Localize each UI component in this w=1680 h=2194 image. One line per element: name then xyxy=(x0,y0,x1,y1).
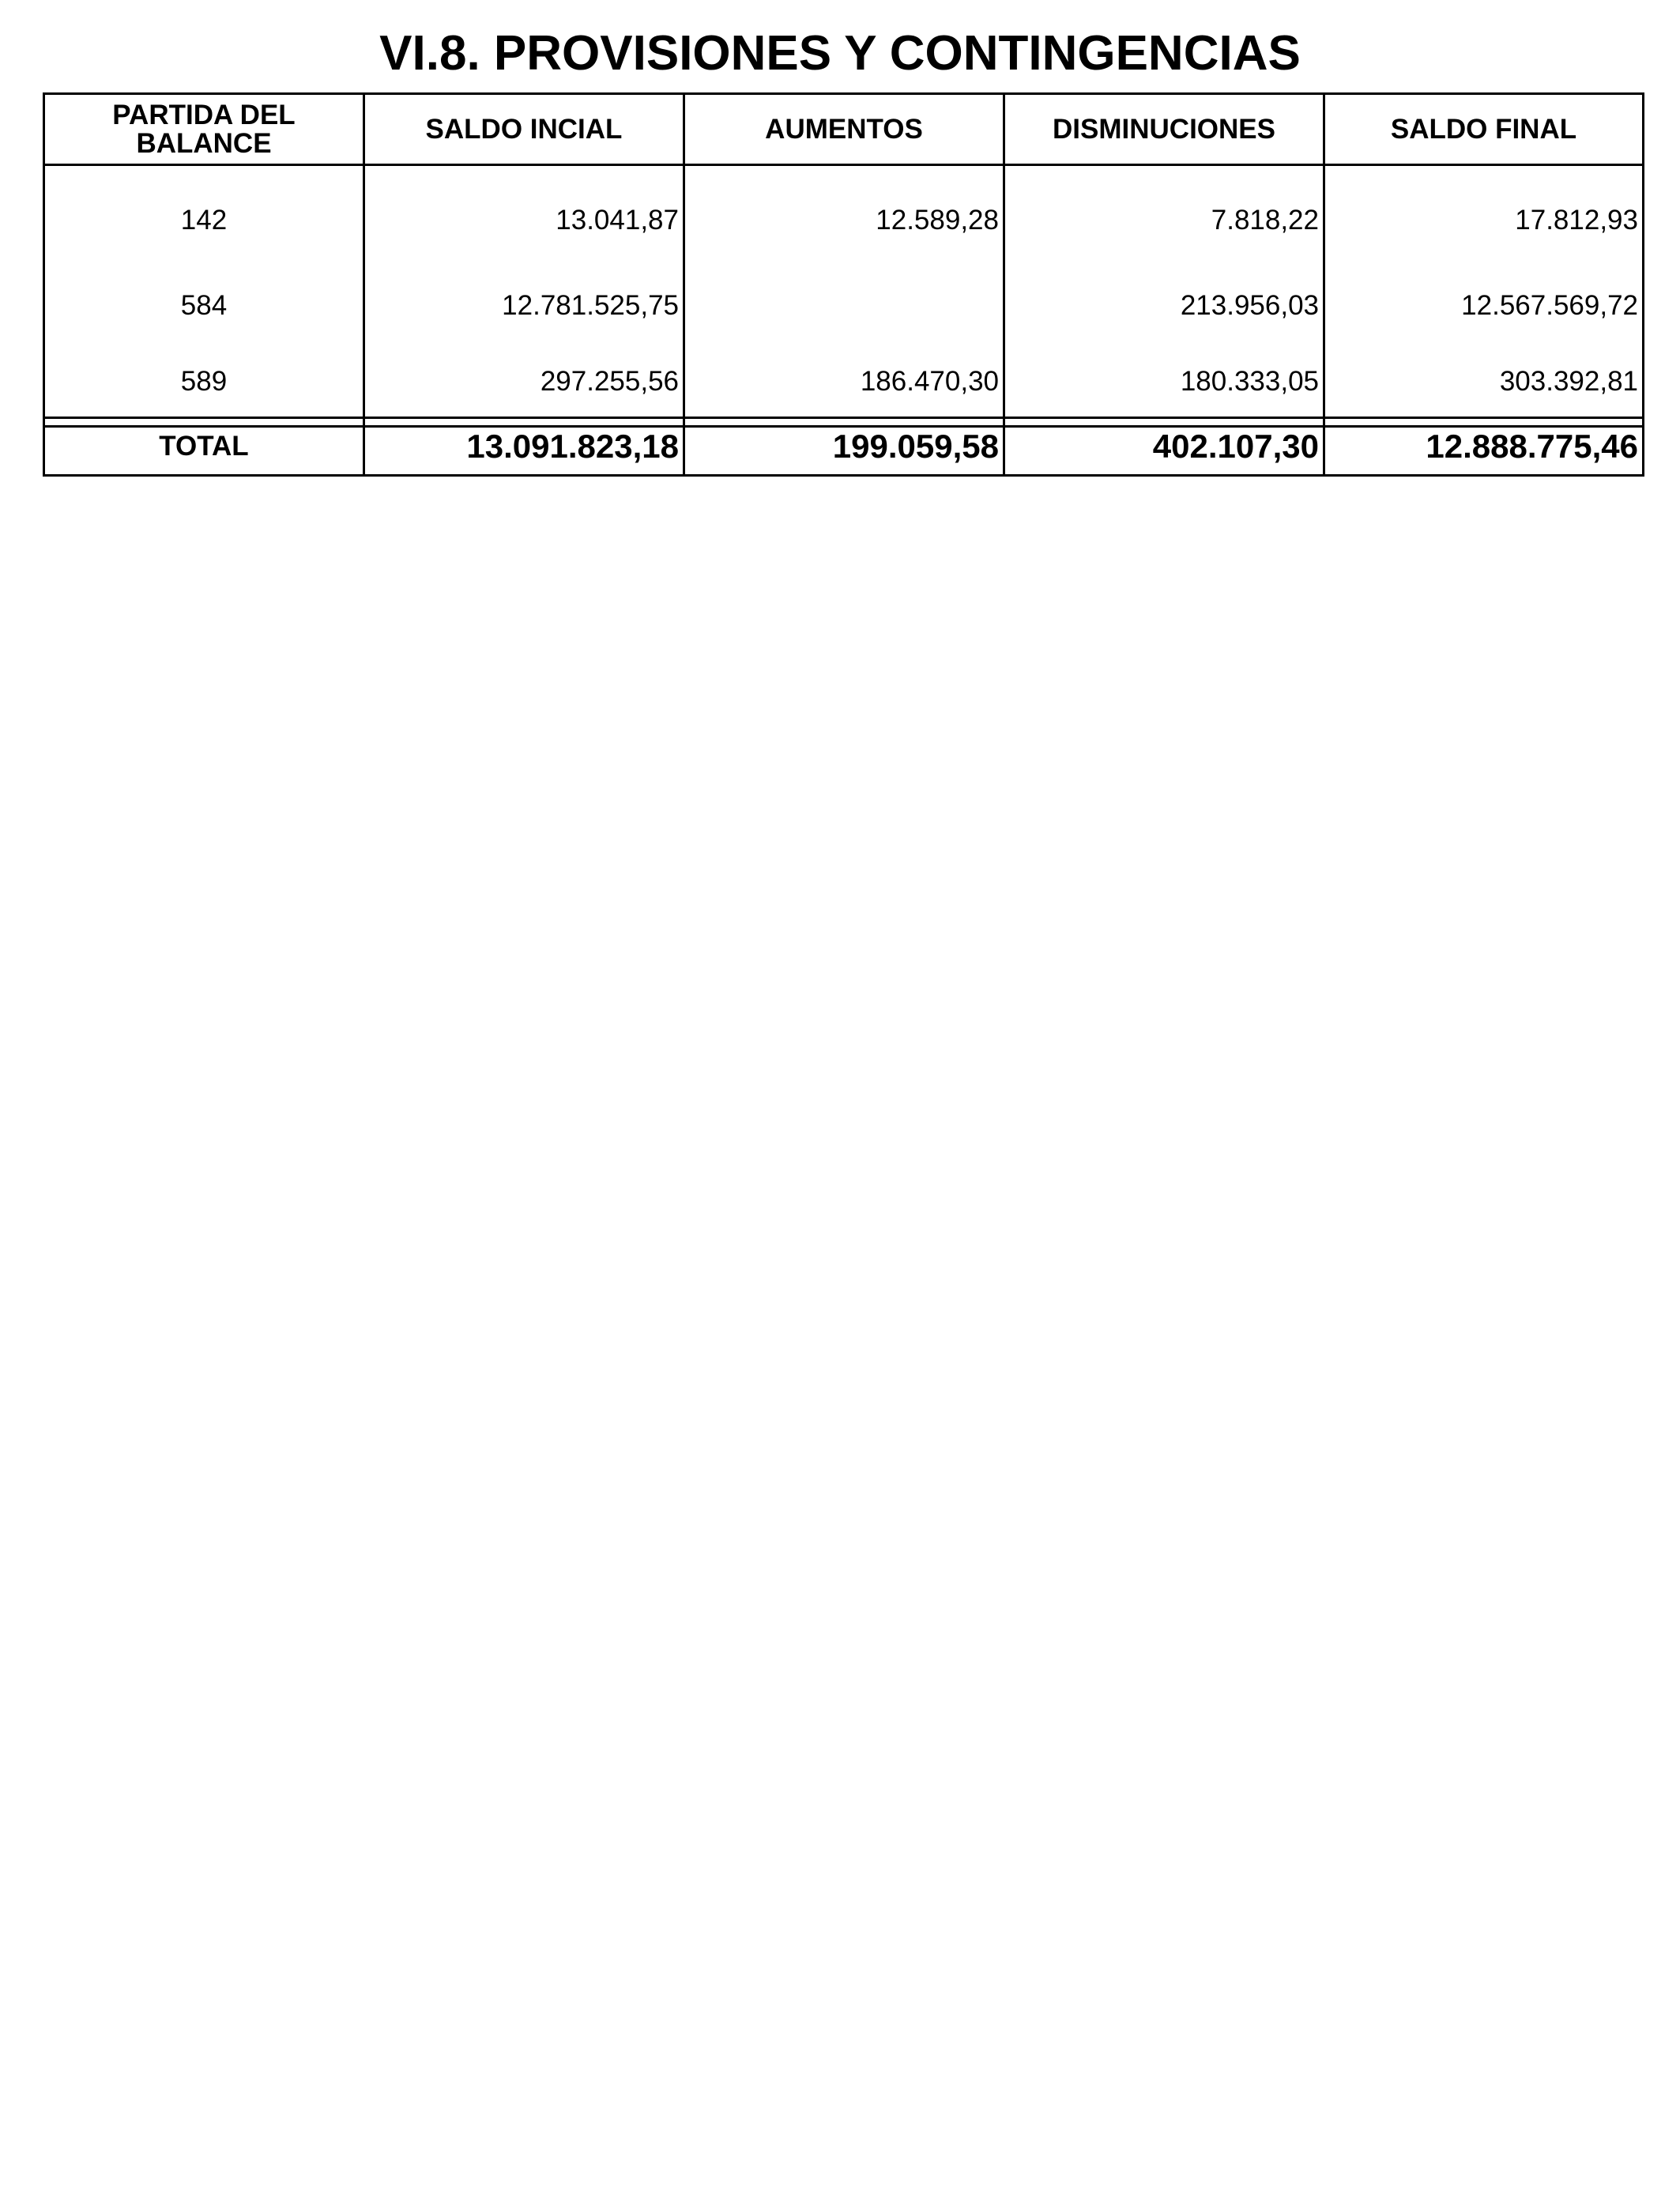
cell-disminuciones: 7.818,22 xyxy=(1004,165,1324,266)
total-table xyxy=(43,417,1644,477)
total-disminuciones: 402.107,30 xyxy=(1004,418,1324,476)
total-saldo-final: 12.888.775,46 xyxy=(1324,418,1644,476)
header-saldo-inicial: SALDO INCIAL xyxy=(364,94,684,165)
page-title: VI.8. PROVISIONES Y CONTINGENCIAS xyxy=(379,26,1301,81)
cell-disminuciones: 213.956,03 xyxy=(1004,266,1324,345)
header-disminuciones: DISMINUCIONES xyxy=(1004,94,1324,165)
header-aumentos: AUMENTOS xyxy=(684,94,1004,165)
cell-partida: 589 xyxy=(44,345,364,427)
cell-aumentos: 12.589,28 xyxy=(684,165,1004,266)
table-row xyxy=(44,165,1644,266)
cell-aumentos: 186.470,30 xyxy=(684,345,1004,427)
header-partida-del-balance: PARTIDA DEL BALANCE xyxy=(44,94,364,165)
cell-saldo-inicial: 12.781.525,75 xyxy=(364,266,684,345)
table-row xyxy=(44,345,1644,427)
cell-partida: 584 xyxy=(44,266,364,345)
cell-partida: 142 xyxy=(44,165,364,266)
provisions-table xyxy=(43,92,1644,428)
cell-saldo-inicial: 13.041,87 xyxy=(364,165,684,266)
total-label: TOTAL xyxy=(44,418,364,476)
table-header-row xyxy=(44,94,1644,165)
total-row xyxy=(44,418,1644,476)
cell-saldo-final: 303.392,81 xyxy=(1324,345,1644,427)
header-saldo-final: SALDO FINAL xyxy=(1324,94,1644,165)
total-saldo-inicial: 13.091.823,18 xyxy=(364,418,684,476)
cell-disminuciones: 180.333,05 xyxy=(1004,345,1324,427)
total-aumentos: 199.059,58 xyxy=(684,418,1004,476)
cell-saldo-final: 12.567.569,72 xyxy=(1324,266,1644,345)
cell-saldo-inicial: 297.255,56 xyxy=(364,345,684,427)
table-row xyxy=(44,266,1644,345)
cell-saldo-final: 17.812,93 xyxy=(1324,165,1644,266)
cell-aumentos xyxy=(684,266,1004,345)
